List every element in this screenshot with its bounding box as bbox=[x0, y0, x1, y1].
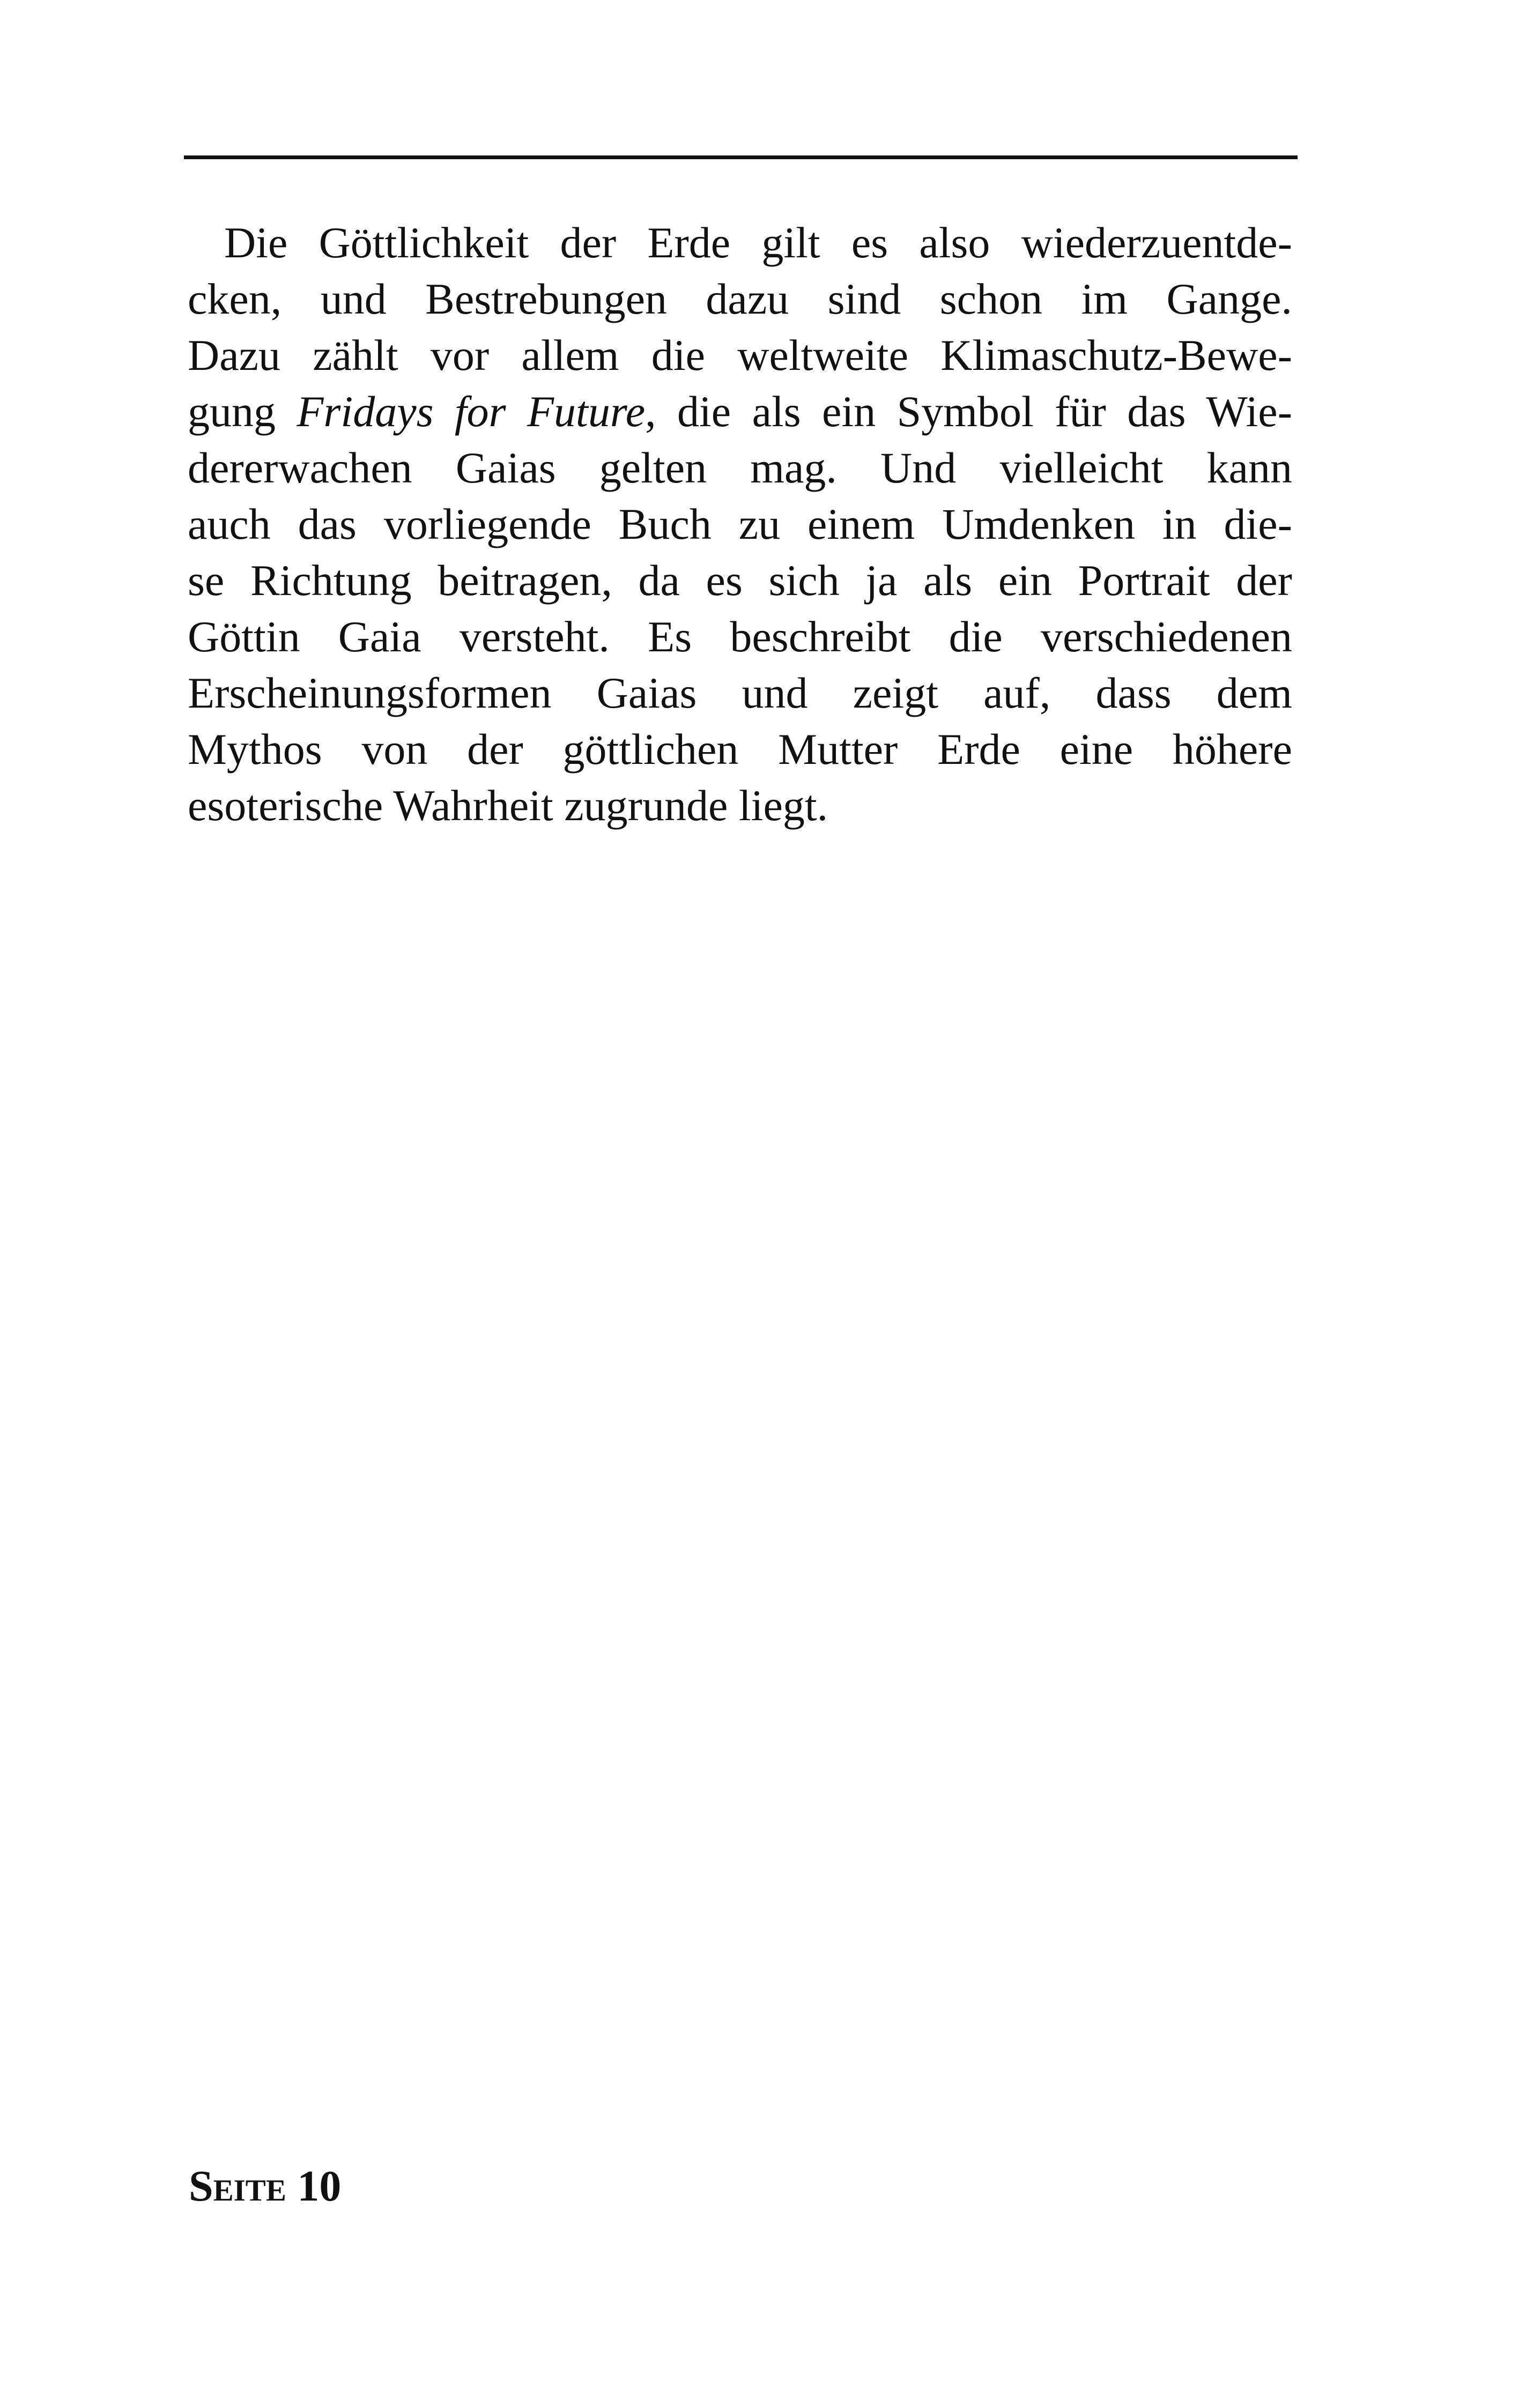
text-line: Dazu zählt vor allem die weltweite Klimaschutz-Bewe- bbox=[188, 331, 1292, 380]
text-line: se Richtung beitragen, da es sich ja als ein Portrait der bbox=[188, 556, 1292, 605]
text-line: dererwachen Gaias gelten mag. Und vielleicht kann bbox=[188, 443, 1292, 492]
text-line: auch das vorliegende Buch zu einem Umdenken in die- bbox=[188, 500, 1292, 548]
page-number: Seite 10 bbox=[189, 2161, 342, 2210]
text-line bbox=[188, 383, 1292, 440]
italic-title: Fridays for Future bbox=[297, 387, 646, 436]
text-line: Göttin Gaia versteht. Es beschreibt die verschiedenen bbox=[188, 612, 1292, 661]
text-line: Mythos von der göttlichen Mutter Erde eine höhere bbox=[188, 725, 1292, 774]
text-line: esoterische Wahrheit zugrunde liegt. bbox=[188, 781, 828, 830]
text-segment: gung bbox=[188, 387, 297, 436]
text-line: cken, und Bestrebungen dazu sind schon im Gange. bbox=[188, 274, 1292, 323]
text-line: Erscheinungsformen Gaias und zeigt auf, dass dem bbox=[188, 668, 1292, 717]
text-segment: , die als ein Symbol für das Wie- bbox=[645, 387, 1293, 436]
header-rule bbox=[184, 155, 1298, 159]
text-line: Die Göttlichkeit der Erde gilt es also wiederzuentde- bbox=[224, 218, 1292, 267]
body-paragraph bbox=[188, 214, 1292, 834]
